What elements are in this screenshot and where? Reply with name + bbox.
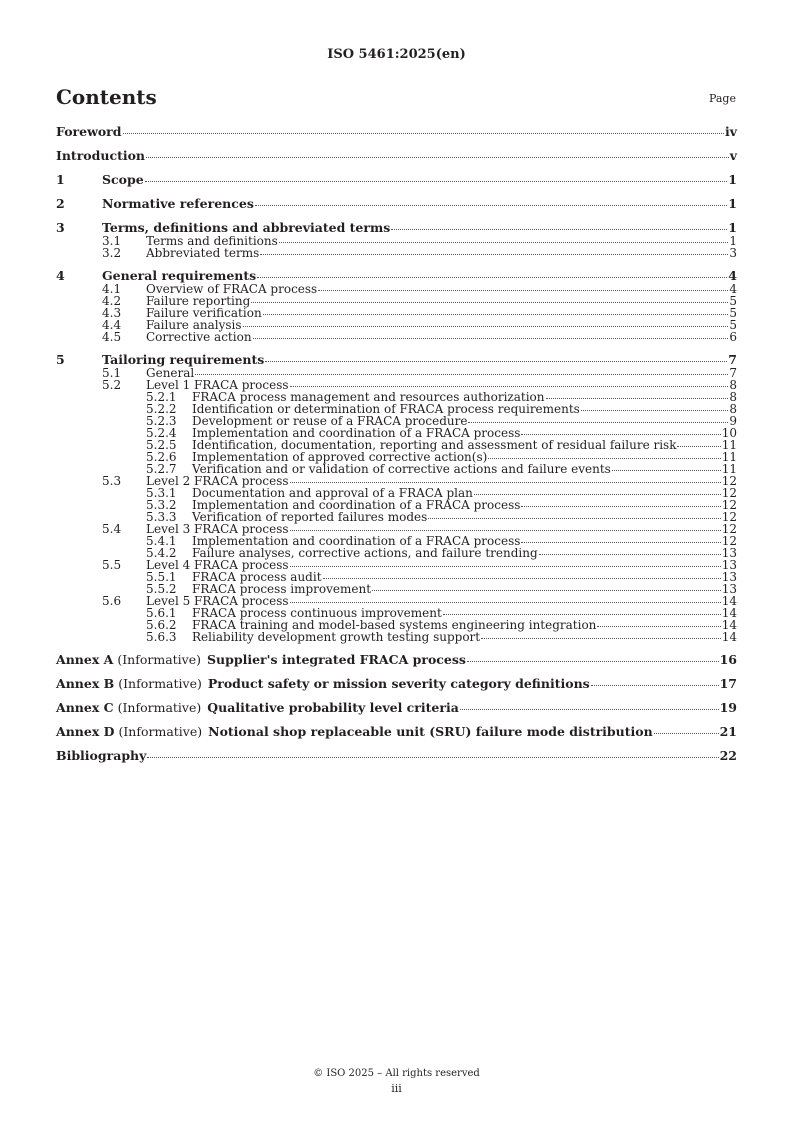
toc-entry-number: 5.4.1 <box>146 534 177 548</box>
toc-entry-page: 7 <box>729 366 737 380</box>
toc-dot-leader <box>539 554 721 555</box>
toc-dot-leader <box>253 338 729 339</box>
document-header: ISO 5461:2025(en) <box>327 47 466 62</box>
toc-entry-page: 1 <box>728 220 737 235</box>
toc-entry-title: FRACA training and model-based systems engineering integration <box>192 618 597 632</box>
toc-dot-leader <box>460 709 719 710</box>
toc-entry-number: 1 <box>56 172 65 187</box>
toc-entry-page: 5 <box>729 318 737 332</box>
toc-entry-page: 17 <box>719 676 737 691</box>
toc-entry-title: Level 4 FRACA process <box>146 558 289 572</box>
toc-entry-number: 4.3 <box>102 306 122 320</box>
page-number: iii <box>391 1082 402 1095</box>
toc-entry-number: 5.3.1 <box>146 486 177 500</box>
toc-dot-leader <box>467 661 719 662</box>
toc-entry-page: 1 <box>728 196 737 211</box>
toc-entry-page: 22 <box>719 748 737 763</box>
toc-entry-title: Notional shop replaceable unit (SRU) failure mode distribution <box>208 724 653 739</box>
toc-entry-number: 2 <box>56 196 65 211</box>
toc-dot-leader <box>145 181 728 182</box>
toc-entry-page: v <box>729 148 737 163</box>
toc-dot-leader <box>468 422 728 423</box>
toc-entry-page: 12 <box>721 534 737 548</box>
toc-entry-page: 7 <box>728 352 737 367</box>
toc-entry-title: Reliability development growth testing support <box>192 630 481 644</box>
toc-entry-page: 5 <box>729 294 737 308</box>
toc-entry-title: Implementation and coordination of a FRACA process <box>192 498 521 512</box>
toc-entry[interactable] <box>56 125 737 139</box>
toc-entry-page: 10 <box>721 426 737 440</box>
toc-dot-leader <box>597 626 720 627</box>
toc-entry-title: Development or reuse of a FRACA procedure <box>192 414 468 428</box>
toc-entry-page: 14 <box>721 630 737 644</box>
toc-entry-number: 5.6.1 <box>146 606 177 620</box>
toc-entry-page: 12 <box>721 486 737 500</box>
toc-dot-leader <box>391 229 727 230</box>
toc-entry-page: 12 <box>721 522 737 536</box>
toc-entry-number: 5.5 <box>102 558 122 572</box>
toc-annex-label: Annex B <box>56 676 115 691</box>
toc-entry-title: Level 1 FRACA process <box>146 378 289 392</box>
toc-entry-number: 5.2.1 <box>146 390 177 404</box>
toc-entry-title: FRACA process audit <box>192 570 322 584</box>
toc-entry[interactable] <box>56 749 737 763</box>
toc-dot-leader <box>481 638 721 639</box>
toc-entry-page: 19 <box>719 700 737 715</box>
toc-entry-number: 5.2 <box>102 378 122 392</box>
toc-dot-leader <box>260 254 728 255</box>
toc-entry-page: 12 <box>721 510 737 524</box>
toc-entry-title: Verification of reported failures modes <box>192 510 428 524</box>
toc-entry[interactable] <box>56 331 737 343</box>
toc-entry-number: 5.5.1 <box>146 570 177 584</box>
toc-entry-page: 8 <box>729 390 737 404</box>
toc-entry-number: 4.4 <box>102 318 122 332</box>
toc-dot-leader <box>290 482 721 483</box>
toc-entry-title: Identification, documentation, reporting and assessment of residual failure risk <box>192 438 677 452</box>
toc-entry-title: Qualitative probability level criteria <box>207 700 459 715</box>
toc-dot-leader <box>581 410 729 411</box>
toc-entry[interactable] <box>56 247 737 259</box>
toc-dot-leader <box>654 733 719 734</box>
toc-entry-number: 4.1 <box>102 282 122 296</box>
toc-entry-page: 11 <box>721 438 737 452</box>
toc-dot-leader <box>372 590 721 591</box>
toc-dot-leader <box>257 277 727 278</box>
toc-entry-title: Implementation and coordination of a FRACA process <box>192 534 521 548</box>
toc-entry-title: Normative references <box>102 196 254 211</box>
toc-entry-title: Implementation of approved corrective action(s) <box>192 450 488 464</box>
toc-entry-title: Supplier's integrated FRACA process <box>207 652 466 667</box>
toc-dot-leader <box>428 518 720 519</box>
toc-dot-leader <box>290 530 721 531</box>
toc-entry-number: 5.2.5 <box>146 438 177 452</box>
toc-entry-page: 14 <box>721 606 737 620</box>
toc-dot-leader <box>443 614 721 615</box>
copyright-notice: © ISO 2025 – All rights reserved <box>313 1068 480 1079</box>
toc-entry-number: 5.6 <box>102 594 122 608</box>
toc-entry-title: Failure analyses, corrective actions, and failure trending <box>192 546 538 560</box>
toc-entry-page: 1 <box>728 172 737 187</box>
toc-entry-title: Scope <box>102 172 144 187</box>
toc-entry-title: Corrective action <box>146 330 252 344</box>
toc-entry[interactable] <box>56 677 737 691</box>
toc-entry-number: 5.2.7 <box>146 462 177 476</box>
toc-dot-leader <box>123 133 724 134</box>
toc-dot-leader <box>290 602 721 603</box>
toc-entry-page: 1 <box>729 234 737 248</box>
toc-dot-leader <box>146 157 729 158</box>
toc-entry-title: Documentation and approval of a FRACA plan <box>192 486 473 500</box>
toc-entry-title: FRACA process management and resources authorization <box>192 390 545 404</box>
toc-entry-page: 3 <box>729 246 737 260</box>
toc-entry-page: 13 <box>721 558 737 572</box>
toc-entry-title: FRACA process improvement <box>192 582 372 596</box>
toc-entry-number: 3.1 <box>102 234 122 248</box>
table-of-contents <box>56 125 737 763</box>
toc-entry-number: 5.6.3 <box>146 630 177 644</box>
toc-entry[interactable] <box>56 173 737 187</box>
toc-entry-title: Product safety or mission severity category definitions <box>207 676 590 691</box>
toc-annex-label: Annex D <box>56 724 115 739</box>
toc-dot-leader <box>265 361 727 362</box>
page-footer <box>0 1068 793 1095</box>
toc-dot-leader <box>251 302 728 303</box>
toc-entry-number: 5.2.6 <box>146 450 177 464</box>
toc-entry-title: Failure reporting <box>146 294 251 308</box>
toc-entry-page: 4 <box>728 268 737 283</box>
toc-entry-title: Introduction <box>56 148 146 163</box>
toc-entry[interactable] <box>56 701 737 715</box>
toc-dot-leader <box>279 242 729 243</box>
toc-entry-page: 6 <box>729 330 737 344</box>
toc-entry-title: Level 3 FRACA process <box>146 522 289 536</box>
toc-dot-leader <box>546 398 729 399</box>
toc-dot-leader <box>488 458 720 459</box>
toc-entry-title: Abbreviated terms <box>146 246 260 260</box>
toc-entry[interactable] <box>56 353 737 367</box>
toc-entry-number: 5.3 <box>102 474 122 488</box>
toc-annex-label: Annex C <box>56 700 114 715</box>
toc-entry-number: 5.4.2 <box>146 546 177 560</box>
toc-entry-page: 5 <box>729 306 737 320</box>
toc-entry-page: 8 <box>729 402 737 416</box>
toc-entry-number: 5.5.2 <box>146 582 177 596</box>
toc-entry-page: 4 <box>729 282 737 296</box>
toc-entry-page: 16 <box>719 652 737 667</box>
toc-entry-title: Implementation and coordination of a FRACA process <box>192 426 521 440</box>
toc-dot-leader <box>195 374 728 375</box>
toc-dot-leader <box>521 542 720 543</box>
toc-annex-label: Annex A <box>56 652 114 667</box>
toc-entry-page: iv <box>724 124 737 139</box>
toc-dot-leader <box>521 506 720 507</box>
toc-entry-title: Failure verification <box>146 306 262 320</box>
toc-entry-page: 13 <box>721 546 737 560</box>
toc-dot-leader <box>290 566 721 567</box>
toc-entry-number: 4.5 <box>102 330 122 344</box>
toc-dot-leader <box>591 685 719 686</box>
toc-entry-number: 5.1 <box>102 366 122 380</box>
toc-dot-leader <box>290 386 729 387</box>
toc-entry-number: 4.2 <box>102 294 122 308</box>
page-column-label: Page <box>708 92 736 105</box>
toc-entry[interactable] <box>56 631 737 643</box>
toc-entry-title: Level 5 FRACA process <box>146 594 289 608</box>
toc-entry[interactable] <box>56 269 737 283</box>
toc-annex-category: (Informative) <box>117 652 201 667</box>
toc-entry-number: 5.3.3 <box>146 510 177 524</box>
toc-entry[interactable] <box>56 221 737 235</box>
toc-entry-page: 13 <box>721 570 737 584</box>
toc-entry-number: 5.3.2 <box>146 498 177 512</box>
toc-entry[interactable] <box>56 725 737 739</box>
toc-entry-title: General requirements <box>102 268 257 283</box>
toc-entry-title: Foreword <box>56 124 122 139</box>
toc-dot-leader <box>318 290 728 291</box>
toc-entry-page: 21 <box>719 724 737 739</box>
toc-entry-number: 5.2.3 <box>146 414 177 428</box>
toc-entry-number: 5.4 <box>102 522 122 536</box>
toc-dot-leader <box>612 470 721 471</box>
page-title: Contents <box>56 85 157 109</box>
toc-entry-title: Level 2 FRACA process <box>146 474 289 488</box>
toc-entry-page: 12 <box>721 498 737 512</box>
toc-entry-title: General <box>146 366 195 380</box>
toc-entry-page: 11 <box>721 450 737 464</box>
toc-entry-page: 11 <box>721 462 737 476</box>
toc-dot-leader <box>474 494 721 495</box>
toc-entry-title: FRACA process continuous improvement <box>192 606 442 620</box>
toc-entry-page: 8 <box>729 378 737 392</box>
toc-annex-category: (Informative) <box>117 700 202 715</box>
toc-annex-category: (Informative) <box>118 676 202 691</box>
toc-entry-title: Failure analysis <box>146 318 242 332</box>
toc-dot-leader <box>255 205 727 206</box>
toc-entry-number: 3 <box>56 220 65 235</box>
toc-dot-leader <box>147 757 718 758</box>
toc-dot-leader <box>263 314 729 315</box>
toc-entry-title: Terms and definitions <box>146 234 278 248</box>
toc-entry-title: Verification and or validation of corrective actions and failure events <box>192 462 611 476</box>
toc-entry-page: 13 <box>721 582 737 596</box>
toc-entry-title: Bibliography <box>56 748 147 763</box>
toc-entry-number: 5.2.2 <box>146 402 177 416</box>
toc-entry-title: Tailoring requirements <box>102 352 265 367</box>
toc-entry-number: 3.2 <box>102 246 122 260</box>
toc-annex-category: (Informative) <box>118 724 203 739</box>
toc-entry-number: 4 <box>56 268 65 283</box>
toc-dot-leader <box>243 326 729 327</box>
toc-entry[interactable] <box>56 653 737 667</box>
toc-entry-number: 5.2.4 <box>146 426 177 440</box>
toc-entry-page: 14 <box>721 618 737 632</box>
toc-entry-title: Overview of FRACA process <box>146 282 318 296</box>
toc-entry-number: 5.6.2 <box>146 618 177 632</box>
toc-entry-title: Identification or determination of FRACA process requirements <box>192 402 580 416</box>
toc-dot-leader <box>323 578 721 579</box>
toc-entry-page: 12 <box>721 474 737 488</box>
toc-entry[interactable] <box>56 197 737 211</box>
toc-entry-title: Terms, definitions and abbreviated terms <box>102 220 391 235</box>
toc-entry-number: 5 <box>56 352 65 367</box>
toc-entry-page: 14 <box>721 594 737 608</box>
toc-dot-leader <box>521 434 720 435</box>
toc-dot-leader <box>677 446 720 447</box>
toc-entry[interactable] <box>56 149 737 163</box>
toc-entry-page: 9 <box>729 414 737 428</box>
